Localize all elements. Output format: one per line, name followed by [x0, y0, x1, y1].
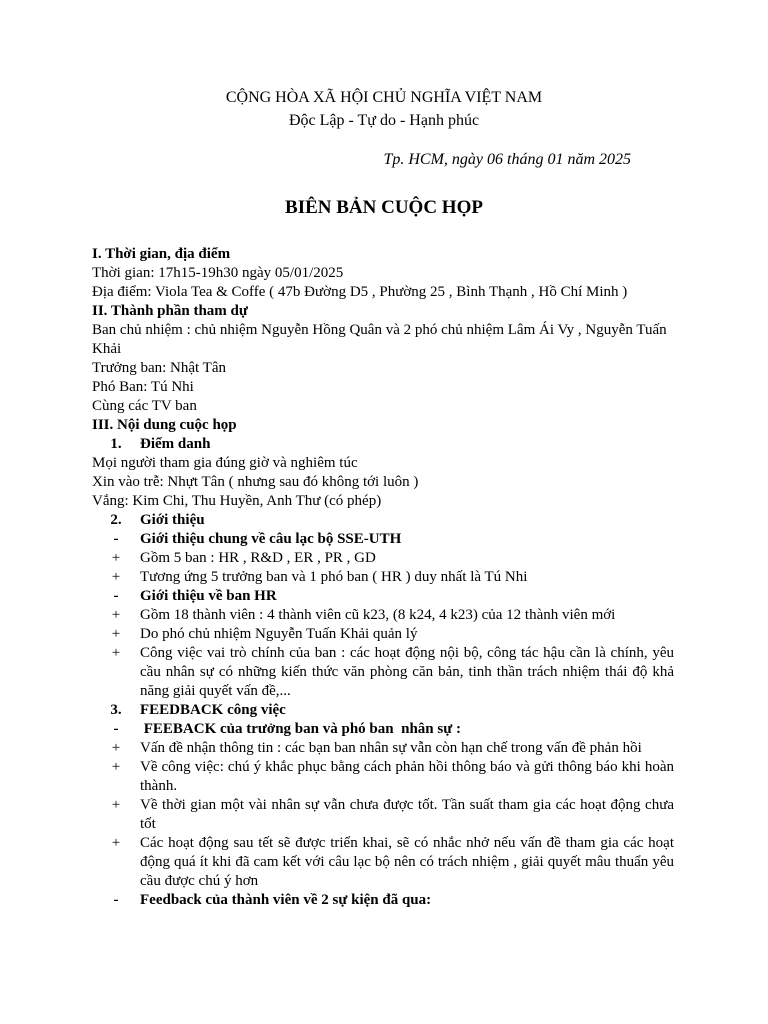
section-heading-content: III. Nội dung cuộc họp: [92, 417, 237, 433]
bullet-text: Vấn đề nhận thông tin : các bạn ban nhân sự vẫn còn hạn chế trong vấn đề phản hồi: [140, 740, 642, 756]
bullet-text: Về công việc: chú ý khắc phục bằng cách phản hồi thông báo và gửi thông báo khi hoàn thành.: [140, 759, 674, 794]
document-title: BIÊN BẢN CUỘC HỌP: [285, 197, 483, 218]
list-number: 1.: [110, 436, 122, 452]
sub-heading: [92, 530, 674, 549]
bullet-text: Về thời gian một vài nhân sự vẫn chưa được tốt. Tần suất tham gia các hoạt động chưa tốt: [140, 797, 674, 832]
plus-marker: +: [111, 607, 121, 623]
bullet-item: [92, 606, 674, 625]
meeting-time: Thời gian: 17h15-19h30 ngày 05/01/2025: [92, 265, 344, 281]
attendee-board: Ban chủ nhiệm : chủ nhiệm Nguyễn Hồng Quân và 2 phó chủ nhiệm Lâm Ái Vy , Nguyễn Tuấn Khải: [92, 322, 667, 357]
national-motto: Độc Lập - Tự do - Hạnh phúc: [288, 112, 480, 129]
bullet-text: Các hoạt động sau tết sẽ được triển khai, sẽ có nhắc nhở nếu vấn đề tham gia các hoạt động quá ít khi đã cam kết với câu lạc bộ nên có trách nhiệm , giải quyết mâu thuẩn yêu cầu được chú ý hơn: [140, 835, 674, 889]
dash-marker: -: [113, 588, 119, 604]
sub-heading-text: FEEBACK của trưởng ban và phó ban nhân sự :: [140, 721, 461, 737]
list-item-title: Điểm danh: [140, 436, 211, 452]
sub-heading: [92, 587, 674, 606]
dash-marker: -: [113, 892, 119, 908]
sub-heading-text: Giới thiệu chung về câu lạc bộ SSE-UTH: [140, 531, 402, 547]
dash-marker: -: [113, 531, 119, 547]
roll-call-line: Xin vào trễ: Nhựt Tân ( nhưng sau đó không tới luôn ): [92, 474, 419, 490]
plus-marker: +: [111, 835, 121, 851]
document-date: Tp. HCM, ngày 06 tháng 01 năm 2025: [383, 151, 631, 168]
meeting-place: Địa điểm: Viola Tea & Coffe ( 47b Đường D5 , Phường 25 , Bình Thạnh , Hồ Chí Minh ): [92, 284, 628, 300]
plus-marker: +: [111, 645, 121, 661]
bullet-item: [92, 834, 674, 891]
list-item-roll-call: [92, 435, 674, 454]
list-number: 3.: [110, 702, 122, 718]
plus-marker: +: [111, 759, 121, 775]
roll-call-line: Vắng: Kim Chi, Thu Huyền, Anh Thư (có phép): [92, 493, 382, 509]
dash-marker: -: [113, 721, 119, 737]
bullet-item: [92, 568, 674, 587]
bullet-item: [92, 625, 674, 644]
roll-call-line: Mọi người tham gia đúng giờ và nghiêm túc: [92, 455, 358, 471]
list-number: 2.: [110, 512, 122, 528]
list-item-introduction: [92, 511, 674, 530]
bullet-item: [92, 549, 674, 568]
sub-heading-text: Giới thiệu về ban HR: [140, 588, 277, 604]
list-item-feedback: [92, 701, 674, 720]
bullet-item: [92, 758, 674, 796]
bullet-item: [92, 796, 674, 834]
national-title: CỘNG HÒA XÃ HỘI CHỦ NGHĨA VIỆT NAM: [225, 89, 543, 106]
list-item-title: Giới thiệu: [140, 512, 205, 528]
section-heading-time-place: I. Thời gian, địa điểm: [92, 246, 231, 262]
bullet-text: Gồm 5 ban : HR , R&D , ER , PR , GD: [140, 550, 376, 566]
list-item-title: FEEDBACK công việc: [140, 702, 286, 718]
plus-marker: +: [111, 740, 121, 756]
attendee-members: Cùng các TV ban: [92, 398, 197, 414]
attendee-head: Trưởng ban: Nhật Tân: [92, 360, 226, 376]
sub-heading-text: Feedback của thành viên về 2 sự kiện đã qua:: [140, 892, 432, 908]
section-heading-attendees: II. Thành phần tham dự: [92, 303, 248, 319]
bullet-item: [92, 739, 674, 758]
plus-marker: +: [111, 797, 121, 813]
bullet-text: Tương ứng 5 trưởng ban và 1 phó ban ( HR ) duy nhất là Tú Nhi: [140, 569, 528, 585]
bullet-text: Gồm 18 thành viên : 4 thành viên cũ k23, (8 k24, 4 k23) của 12 thành viên mới: [140, 607, 616, 623]
plus-marker: +: [111, 626, 121, 642]
sub-heading: [92, 891, 674, 910]
bullet-item: [92, 644, 674, 701]
document-body: [92, 245, 674, 910]
bullet-text: Do phó chủ nhiệm Nguyễn Tuấn Khải quản lý: [140, 626, 418, 642]
bullet-text: Công việc vai trò chính của ban : các hoạt động nội bộ, công tác hậu cần là chính, yêu cầu nhân sự có những kiến thức văn phòng căn bản, tinh thần trách nhiệm thái độ khả năng giải quyết vấn đề,...: [140, 645, 674, 699]
plus-marker: +: [111, 569, 121, 585]
plus-marker: +: [111, 550, 121, 566]
sub-heading: [92, 720, 674, 739]
attendee-deputy: Phó Ban: Tú Nhi: [92, 379, 194, 395]
